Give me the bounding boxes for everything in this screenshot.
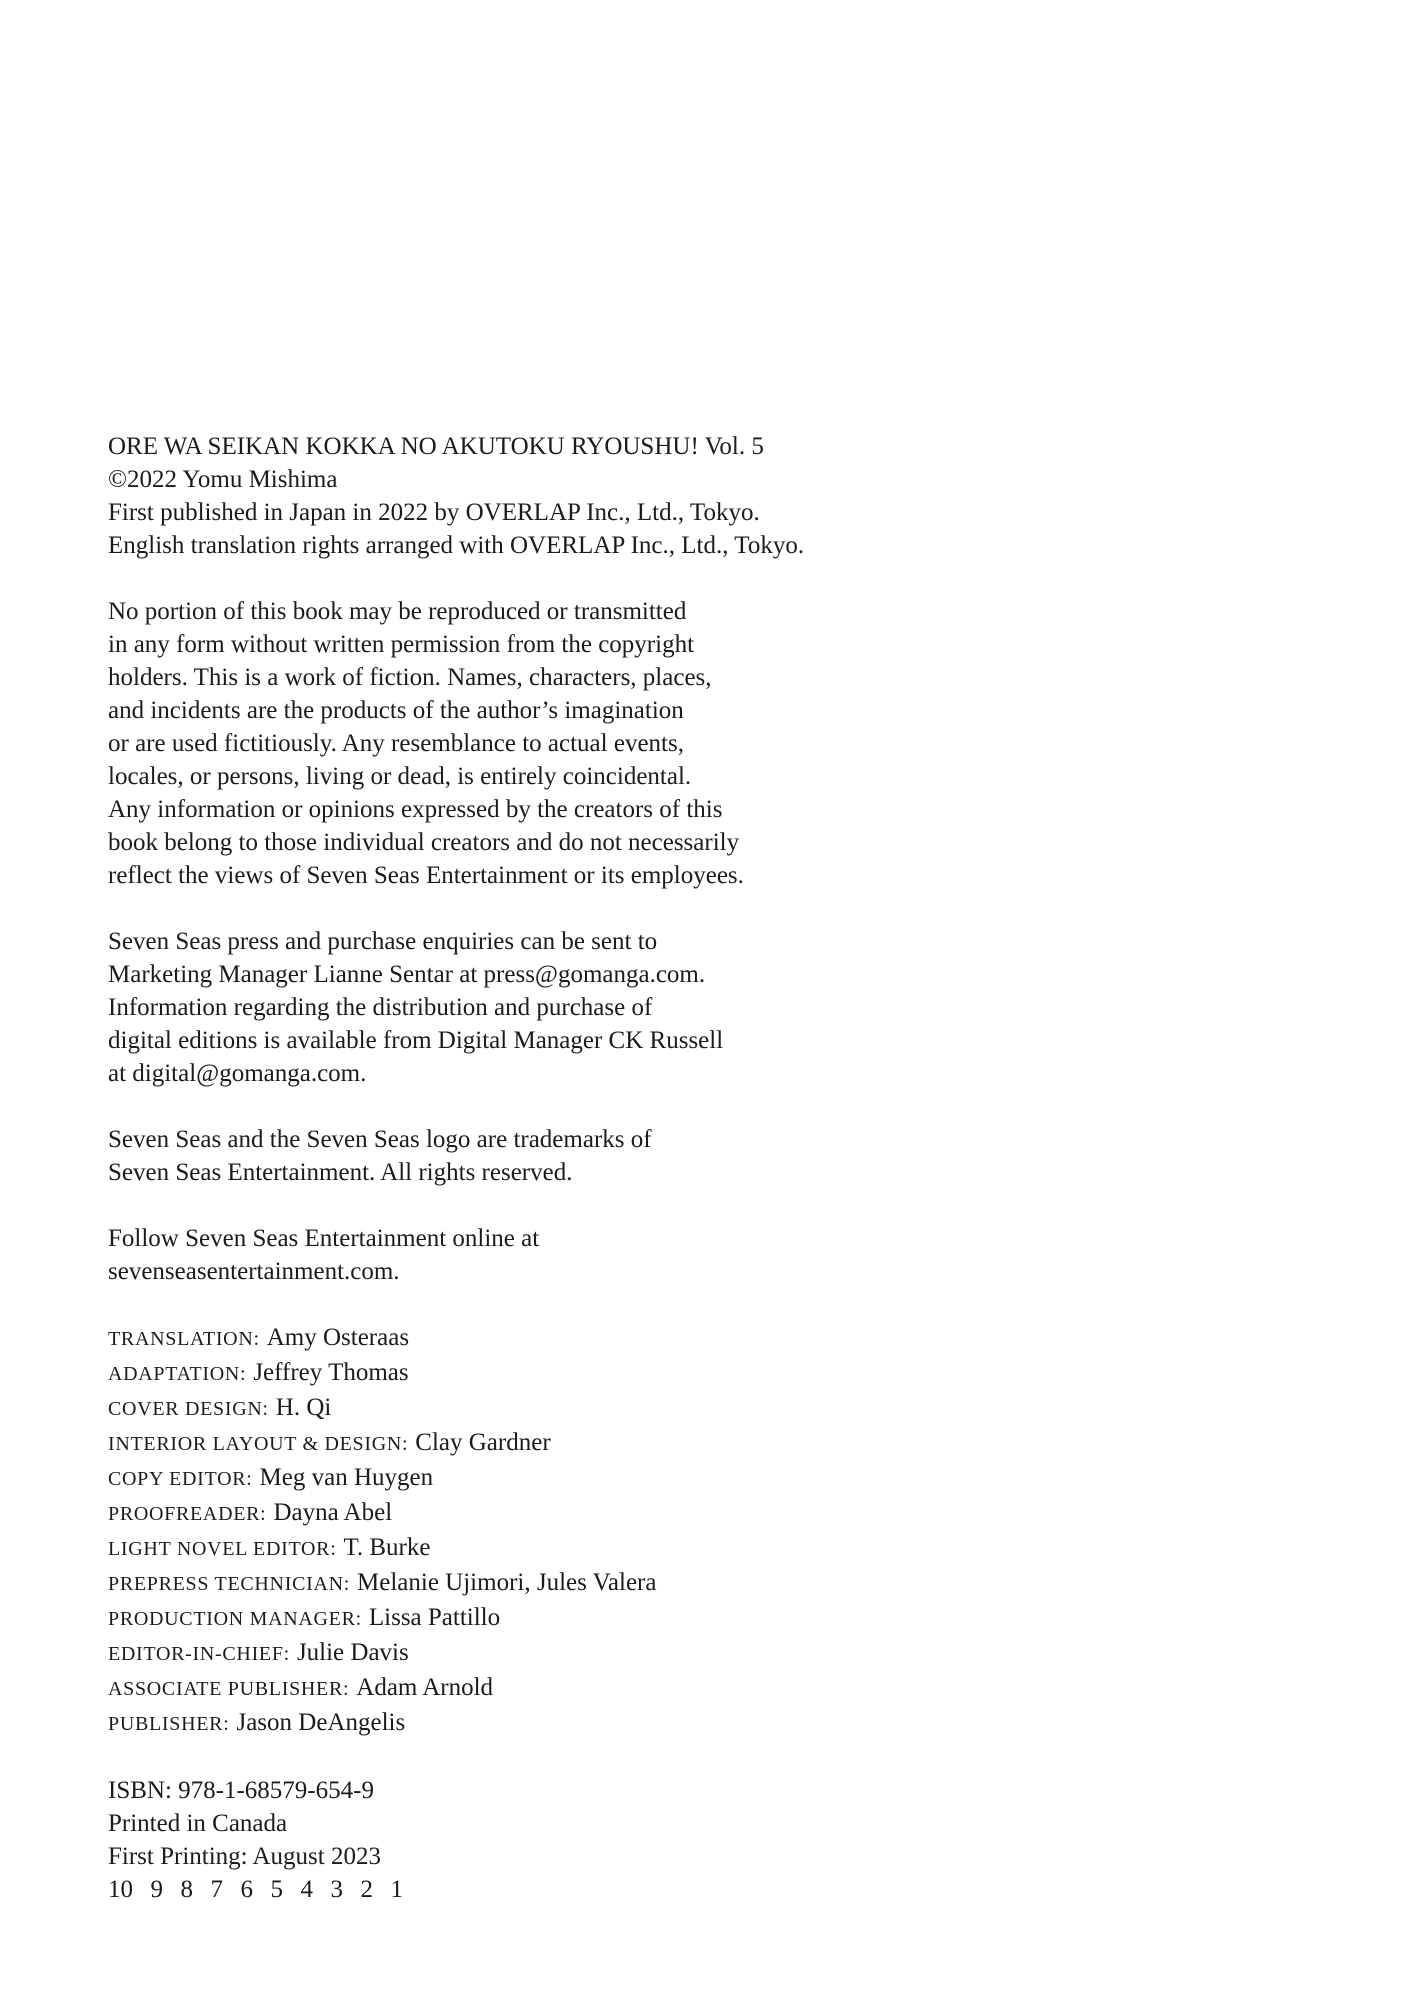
credit-name: T. Burke — [343, 1534, 431, 1561]
credit-name: Melanie Ujimori, Jules Valera — [357, 1569, 657, 1596]
credit-label: EDITOR-IN-CHIEF: — [108, 1643, 290, 1665]
credit-line-cover-design — [108, 1391, 1208, 1426]
credit-name: Lissa Pattillo — [368, 1604, 501, 1631]
credit-name: Amy Osteraas — [266, 1324, 410, 1351]
contact-line: digital editions is available from Digital Manager CK Russell — [108, 1027, 724, 1054]
trademark-line: Seven Seas and the Seven Seas logo are trademarks of — [108, 1126, 652, 1153]
credit-label: TRANSLATION: — [108, 1328, 260, 1350]
printing-block — [108, 1774, 1208, 1906]
credit-line-copy-editor — [108, 1461, 1208, 1496]
isbn-line: ISBN: 978-1-68579-654-9 — [108, 1777, 374, 1804]
credit-name: Adam Arnold — [356, 1674, 494, 1701]
title-block — [108, 430, 1208, 562]
credit-line-translation — [108, 1321, 1208, 1356]
credit-label: PUBLISHER: — [108, 1713, 230, 1735]
credit-name: H. Qi — [275, 1394, 332, 1421]
credit-name: Jason DeAngelis — [236, 1709, 406, 1736]
legal-line: and incidents are the products of the author’s imagination — [108, 697, 684, 724]
trademark-line: Seven Seas Entertainment. All rights reserved. — [108, 1159, 573, 1186]
contact-line: at digital@gomanga.com. — [108, 1060, 367, 1087]
credit-line-light-novel-editor — [108, 1531, 1208, 1566]
legal-line: or are used fictitiously. Any resemblance to actual events, — [108, 730, 684, 757]
follow-paragraph — [108, 1222, 1208, 1288]
trademark-paragraph — [108, 1123, 1208, 1189]
contact-line: Seven Seas press and purchase enquiries can be sent to — [108, 928, 658, 955]
follow-line: Follow Seven Seas Entertainment online at — [108, 1225, 540, 1252]
credit-line-interior-layout — [108, 1426, 1208, 1461]
credit-line-adaptation — [108, 1356, 1208, 1391]
credit-line-associate-publisher — [108, 1671, 1208, 1706]
contact-line: Marketing Manager Lianne Sentar at press@gomanga.com. — [108, 961, 706, 988]
first-published-line: First published in Japan in 2022 by OVERLAP Inc., Ltd., Tokyo. — [108, 499, 760, 526]
credit-label: COPY EDITOR: — [108, 1468, 253, 1490]
credit-label: PREPRESS TECHNICIAN: — [108, 1573, 351, 1595]
credit-name: Clay Gardner — [415, 1429, 551, 1456]
contact-line: Information regarding the distribution and purchase of — [108, 994, 653, 1021]
credit-label: PRODUCTION MANAGER: — [108, 1608, 362, 1630]
credit-label: PROOFREADER: — [108, 1503, 267, 1525]
legal-line: locales, or persons, living or dead, is entirely coincidental. — [108, 763, 692, 790]
website-text: sevenseasentertainment.com. — [108, 1258, 400, 1285]
legal-line: Any information or opinions expressed by the creators of this — [108, 796, 723, 823]
credit-line-editor-in-chief — [108, 1636, 1208, 1671]
credit-name: Julie Davis — [296, 1639, 409, 1666]
credit-label: COVER DESIGN: — [108, 1398, 269, 1420]
legal-line: in any form without written permission from the copyright — [108, 631, 695, 658]
printed-in-line: Printed in Canada — [108, 1810, 288, 1837]
translation-rights-line: English translation rights arranged with OVERLAP Inc., Ltd., Tokyo. — [108, 532, 805, 559]
credit-label: LIGHT NOVEL EDITOR: — [108, 1538, 337, 1560]
credit-name: Jeffrey Thomas — [253, 1359, 409, 1386]
credit-label: ADAPTATION: — [108, 1363, 247, 1385]
legal-line: holders. This is a work of fiction. Names, characters, places, — [108, 664, 712, 691]
credit-label: ASSOCIATE PUBLISHER: — [108, 1678, 350, 1700]
credits-block — [108, 1321, 1208, 1741]
credit-line-publisher — [108, 1706, 1208, 1741]
credit-line-proofreader — [108, 1496, 1208, 1531]
credit-name: Meg van Huygen — [259, 1464, 434, 1491]
credit-line-prepress-technician — [108, 1566, 1208, 1601]
legal-line: reflect the views of Seven Seas Entertainment or its employees. — [108, 862, 744, 889]
credit-name: Dayna Abel — [273, 1499, 393, 1526]
contact-paragraph — [108, 925, 1208, 1090]
copyright-line: ©2022 Yomu Mishima — [108, 466, 338, 493]
legal-line: book belong to those individual creators and do not necessarily — [108, 829, 740, 856]
legal-line: No portion of this book may be reproduced or transmitted — [108, 598, 687, 625]
first-printing-line: First Printing: August 2023 — [108, 1843, 381, 1870]
book-title: ORE WA SEIKAN KOKKA NO AKUTOKU RYOUSHU! Vol. 5 — [108, 433, 764, 460]
credit-label: INTERIOR LAYOUT & DESIGN: — [108, 1433, 409, 1455]
print-run-numbers: 10 9 8 7 6 5 4 3 2 1 — [108, 1876, 403, 1903]
legal-paragraph — [108, 595, 1208, 892]
colophon-page — [108, 430, 1208, 1906]
credit-line-production-manager — [108, 1601, 1208, 1636]
